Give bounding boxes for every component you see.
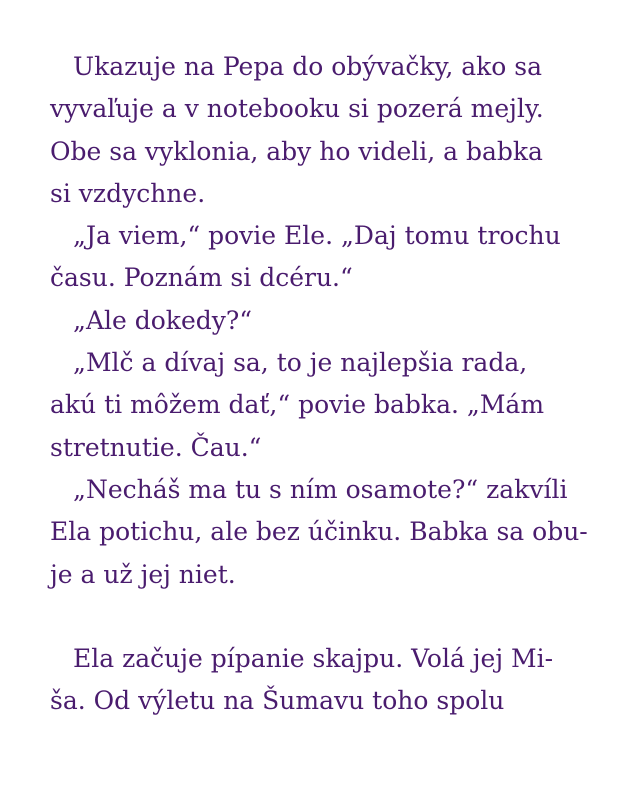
text-line: „Necháš ma tu s ním osamote?“ zakvíli <box>73 474 568 504</box>
text-line: času. Poznám si dcéru.“ <box>50 263 353 293</box>
paragraph <box>50 215 610 300</box>
text-line: Ela začuje pípanie skajpu. Volá jej Mi- <box>73 644 554 674</box>
text-line: ša. Od výletu na Šumavu toho spolu <box>50 686 505 716</box>
text-line: Obe sa vyklonia, aby ho videli, a babka <box>50 136 543 166</box>
text-line: vyvaľuje a v notebooku si pozerá mejly. <box>50 94 544 124</box>
text-line: je a už jej niet. <box>50 559 236 589</box>
text-line: „Ja viem,“ povie Ele. „Daj tomu trochu <box>73 221 561 251</box>
body-text <box>50 46 610 723</box>
text-line: Ela potichu, ale bez účinku. Babka sa obu- <box>50 517 588 547</box>
paragraph <box>50 469 610 596</box>
paragraph <box>50 638 610 723</box>
text-line: „Mlč a dívaj sa, to je najlepšia rada, <box>73 348 528 378</box>
text-line: stretnutie. Čau.“ <box>50 432 262 462</box>
paragraph <box>50 300 610 342</box>
text-line: Ukazuje na Pepa do obývačky, ako sa <box>73 52 543 81</box>
text-line: si vzdychne. <box>50 178 206 208</box>
text-line: akú ti môžem dať,“ povie babka. „Mám <box>50 390 545 420</box>
paragraph <box>50 342 610 469</box>
section-break <box>50 596 610 638</box>
paragraph <box>50 46 610 215</box>
text-line: „Ale dokedy?“ <box>73 305 253 335</box>
